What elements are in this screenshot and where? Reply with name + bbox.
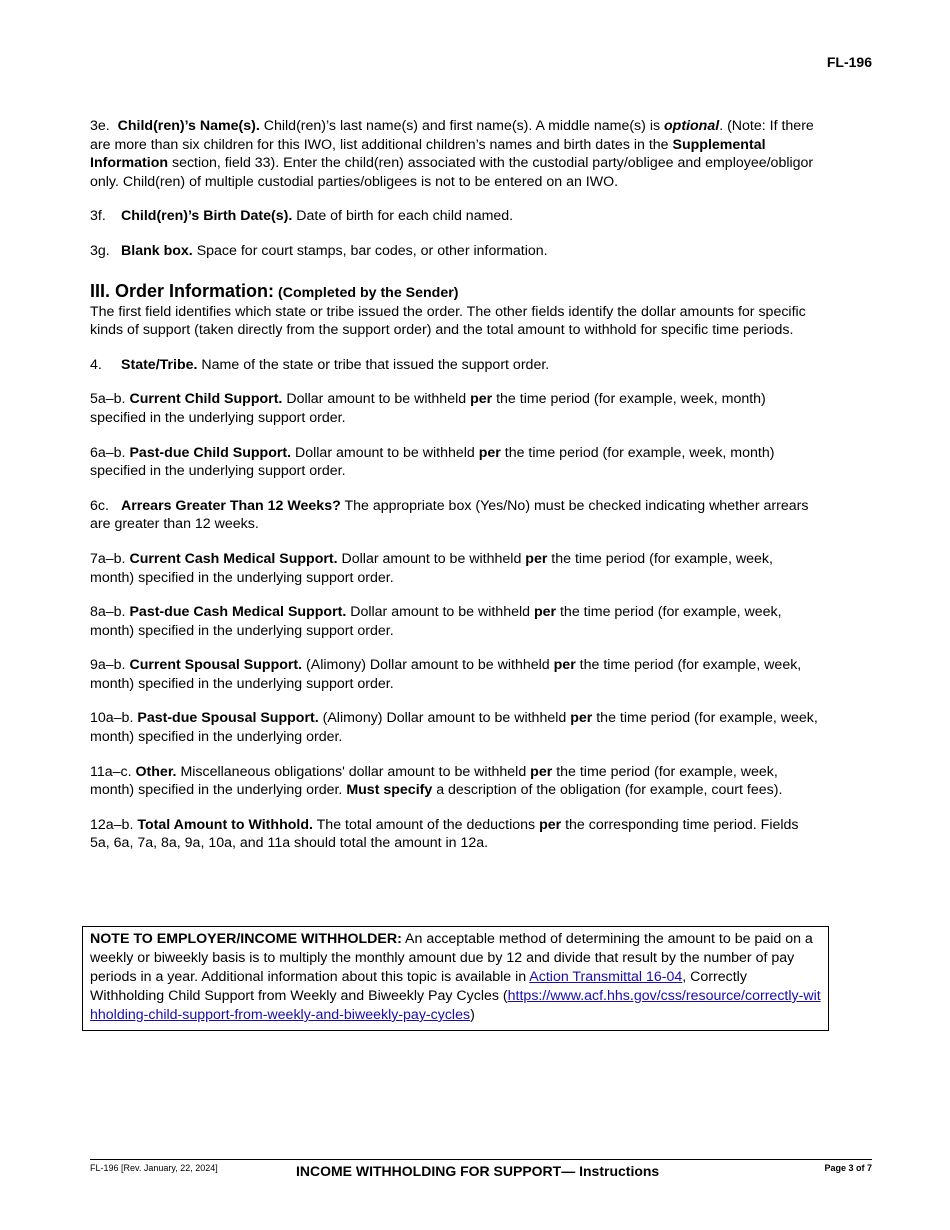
footer-revision: FL-196 [Rev. January, 22, 2024] [90, 1163, 218, 1173]
item-number: 11a–c. [90, 763, 132, 780]
item-text: The total amount of the deductions [312, 816, 540, 833]
footer-divider [90, 1159, 872, 1160]
item-title: State/Tribe. [121, 356, 198, 373]
per-emphasis: per [470, 391, 493, 408]
item-6 [90, 444, 820, 481]
item-number: 6c. [90, 497, 109, 514]
item-3e [90, 117, 820, 191]
item-text: Miscellaneous obligations' dollar amount to be withheld [176, 763, 531, 780]
item-text: the corresponding time period. Fields 5a, 6a, 7a, 8a, 9a, 10a, and 11a should total the amount in 12a. [90, 816, 799, 852]
section-subtitle: (Completed by the Sender) [277, 284, 459, 301]
item-text: the time period (for example, week, month) specified in the underlying support order. [90, 657, 802, 692]
section-title: III. Order Information: [90, 280, 275, 301]
item-text: Space for court stamps, bar codes, or other information. [192, 242, 548, 259]
item-title: Current Spousal Support. [129, 657, 303, 674]
per-emphasis: per [539, 816, 562, 833]
item-title: Total Amount to Withhold. [137, 816, 313, 833]
item-title: Blank box. [121, 242, 193, 259]
item-text: the time period (for example, week, month) specified in the underlying order. [90, 763, 778, 799]
item-number: 8a–b. [90, 604, 126, 621]
item-text: the time period (for example, week, month) specified in the underlying order. [90, 710, 818, 746]
item-number: 6a–b. [90, 444, 126, 461]
note-title: NOTE TO EMPLOYER/INCOME WITHHOLDER: [90, 931, 402, 947]
item-number: 3e. [90, 118, 110, 134]
must-specify-emphasis: Must specify [346, 782, 433, 799]
item-text: Dollar amount to be withheld [291, 444, 479, 461]
per-emphasis: per [533, 604, 557, 621]
item-3g [90, 242, 820, 261]
instructions-content [90, 117, 820, 869]
note-text: , Correctly Withholding Child Support from Weekly and Biweekly Pay Cycles ( [90, 969, 747, 1004]
item-text: Name of the state or tribe that issued the support order. [197, 356, 550, 373]
per-emphasis: per [525, 550, 548, 567]
section-heading [90, 281, 820, 303]
item-number: 9a–b. [90, 657, 126, 674]
item-text: the time period (for example, week, month) specified in the underlying support order. [90, 444, 775, 480]
item-title: Current Child Support. [129, 391, 283, 408]
item-text: a description of the obligation (for example, court fees). [432, 782, 783, 799]
per-emphasis: per [530, 763, 553, 780]
item-9 [90, 656, 820, 693]
item-title: Other. [135, 763, 177, 780]
item-title: Current Cash Medical Support. [129, 550, 338, 567]
item-number: 4. [90, 356, 102, 373]
per-emphasis: per [570, 710, 593, 727]
item-number: 12a–b. [90, 816, 134, 833]
item-10 [90, 709, 820, 746]
item-title: Past-due Spousal Support. [137, 710, 319, 727]
section-intro: The first field identifies which state or tribe issued the order. The other fields identify the dollar amounts for specific kinds of support (taken directly from the support order) and the total amount to withhold for specific time periods. [90, 303, 806, 339]
item-5 [90, 390, 820, 427]
note-text: ) [470, 1007, 475, 1023]
page-number: Page 3 of 7 [824, 1163, 872, 1173]
action-transmittal-link[interactable]: Action Transmittal 16-04 [529, 969, 683, 985]
item-title: Past-due Cash Medical Support. [129, 604, 347, 621]
item-11 [90, 763, 820, 800]
item-8 [90, 603, 820, 640]
item-text: . (Note: If there are more than six children for this IWO, list additional children’s names and birth dates in the [90, 118, 814, 153]
item-7 [90, 550, 820, 587]
item-number: 10a–b. [90, 710, 134, 727]
item-number: 7a–b. [90, 550, 126, 567]
item-6c [90, 497, 820, 534]
item-text: section, field 33). Enter the child(ren) associated with the custodial party/obligee and employee/obligor only. Child(ren) of multiple custodial parties/obligees is not to be entered on an IWO. [90, 155, 814, 190]
item-text: the time period (for example, week, month) specified in the underlying support order. [90, 391, 766, 426]
item-number: 3f. [90, 208, 106, 225]
item-4 [90, 356, 820, 375]
footer-title: INCOME WITHHOLDING FOR SUPPORT— Instructions [296, 1163, 660, 1179]
item-emphasis: Supplemental Information [90, 136, 766, 172]
per-emphasis: per [553, 657, 576, 674]
item-title: Child(ren)’s Name(s). [117, 118, 260, 134]
item-title: Past-due Child Support. [129, 444, 292, 461]
item-3f [90, 207, 820, 226]
optional-emphasis: optional [664, 118, 720, 134]
item-number: 5a–b. [90, 391, 126, 408]
item-title: Child(ren)’s Birth Date(s). [121, 208, 293, 225]
item-number: 3g. [90, 242, 110, 259]
item-text: (Alimony) Dollar amount to be withheld [318, 710, 571, 727]
item-12 [90, 816, 820, 853]
employer-note-box [82, 926, 829, 1031]
item-text: (Alimony) Dollar amount to be withheld [302, 657, 554, 674]
item-text: Dollar amount to be withheld [282, 391, 471, 408]
note-text: An acceptable method of determining the amount to be paid on a weekly or biweekly basis is to multiply the monthly amount due by 12 and divide that result by the number of pay periods in a year. Additional information about this topic is available in [90, 931, 813, 985]
item-text: Dollar amount to be withheld [337, 550, 526, 567]
item-text: The appropriate box (Yes/No) must be checked indicating whether arrears are greater than 12 weeks. [90, 497, 809, 533]
per-emphasis: per [478, 444, 501, 461]
item-text: Dollar amount to be withheld [346, 604, 534, 621]
item-text: the time period (for example, week, month) specified in the underlying support order. [90, 550, 773, 586]
form-id: FL-196 [826, 54, 872, 70]
acf-resource-link[interactable]: https://www.acf.hhs.gov/css/resource/correctly-withholding-child-support-from-weekly-and-biweekly-pay-cycles [90, 988, 821, 1023]
item-title: Arrears Greater Than 12 Weeks? [121, 497, 341, 514]
item-text: Date of birth for each child named. [292, 208, 514, 225]
item-text: the time period (for example, week, month) specified in the underlying support order. [90, 604, 782, 639]
item-text: Child(ren)’s last name(s) and first name(s). A middle name(s) is [259, 118, 665, 134]
